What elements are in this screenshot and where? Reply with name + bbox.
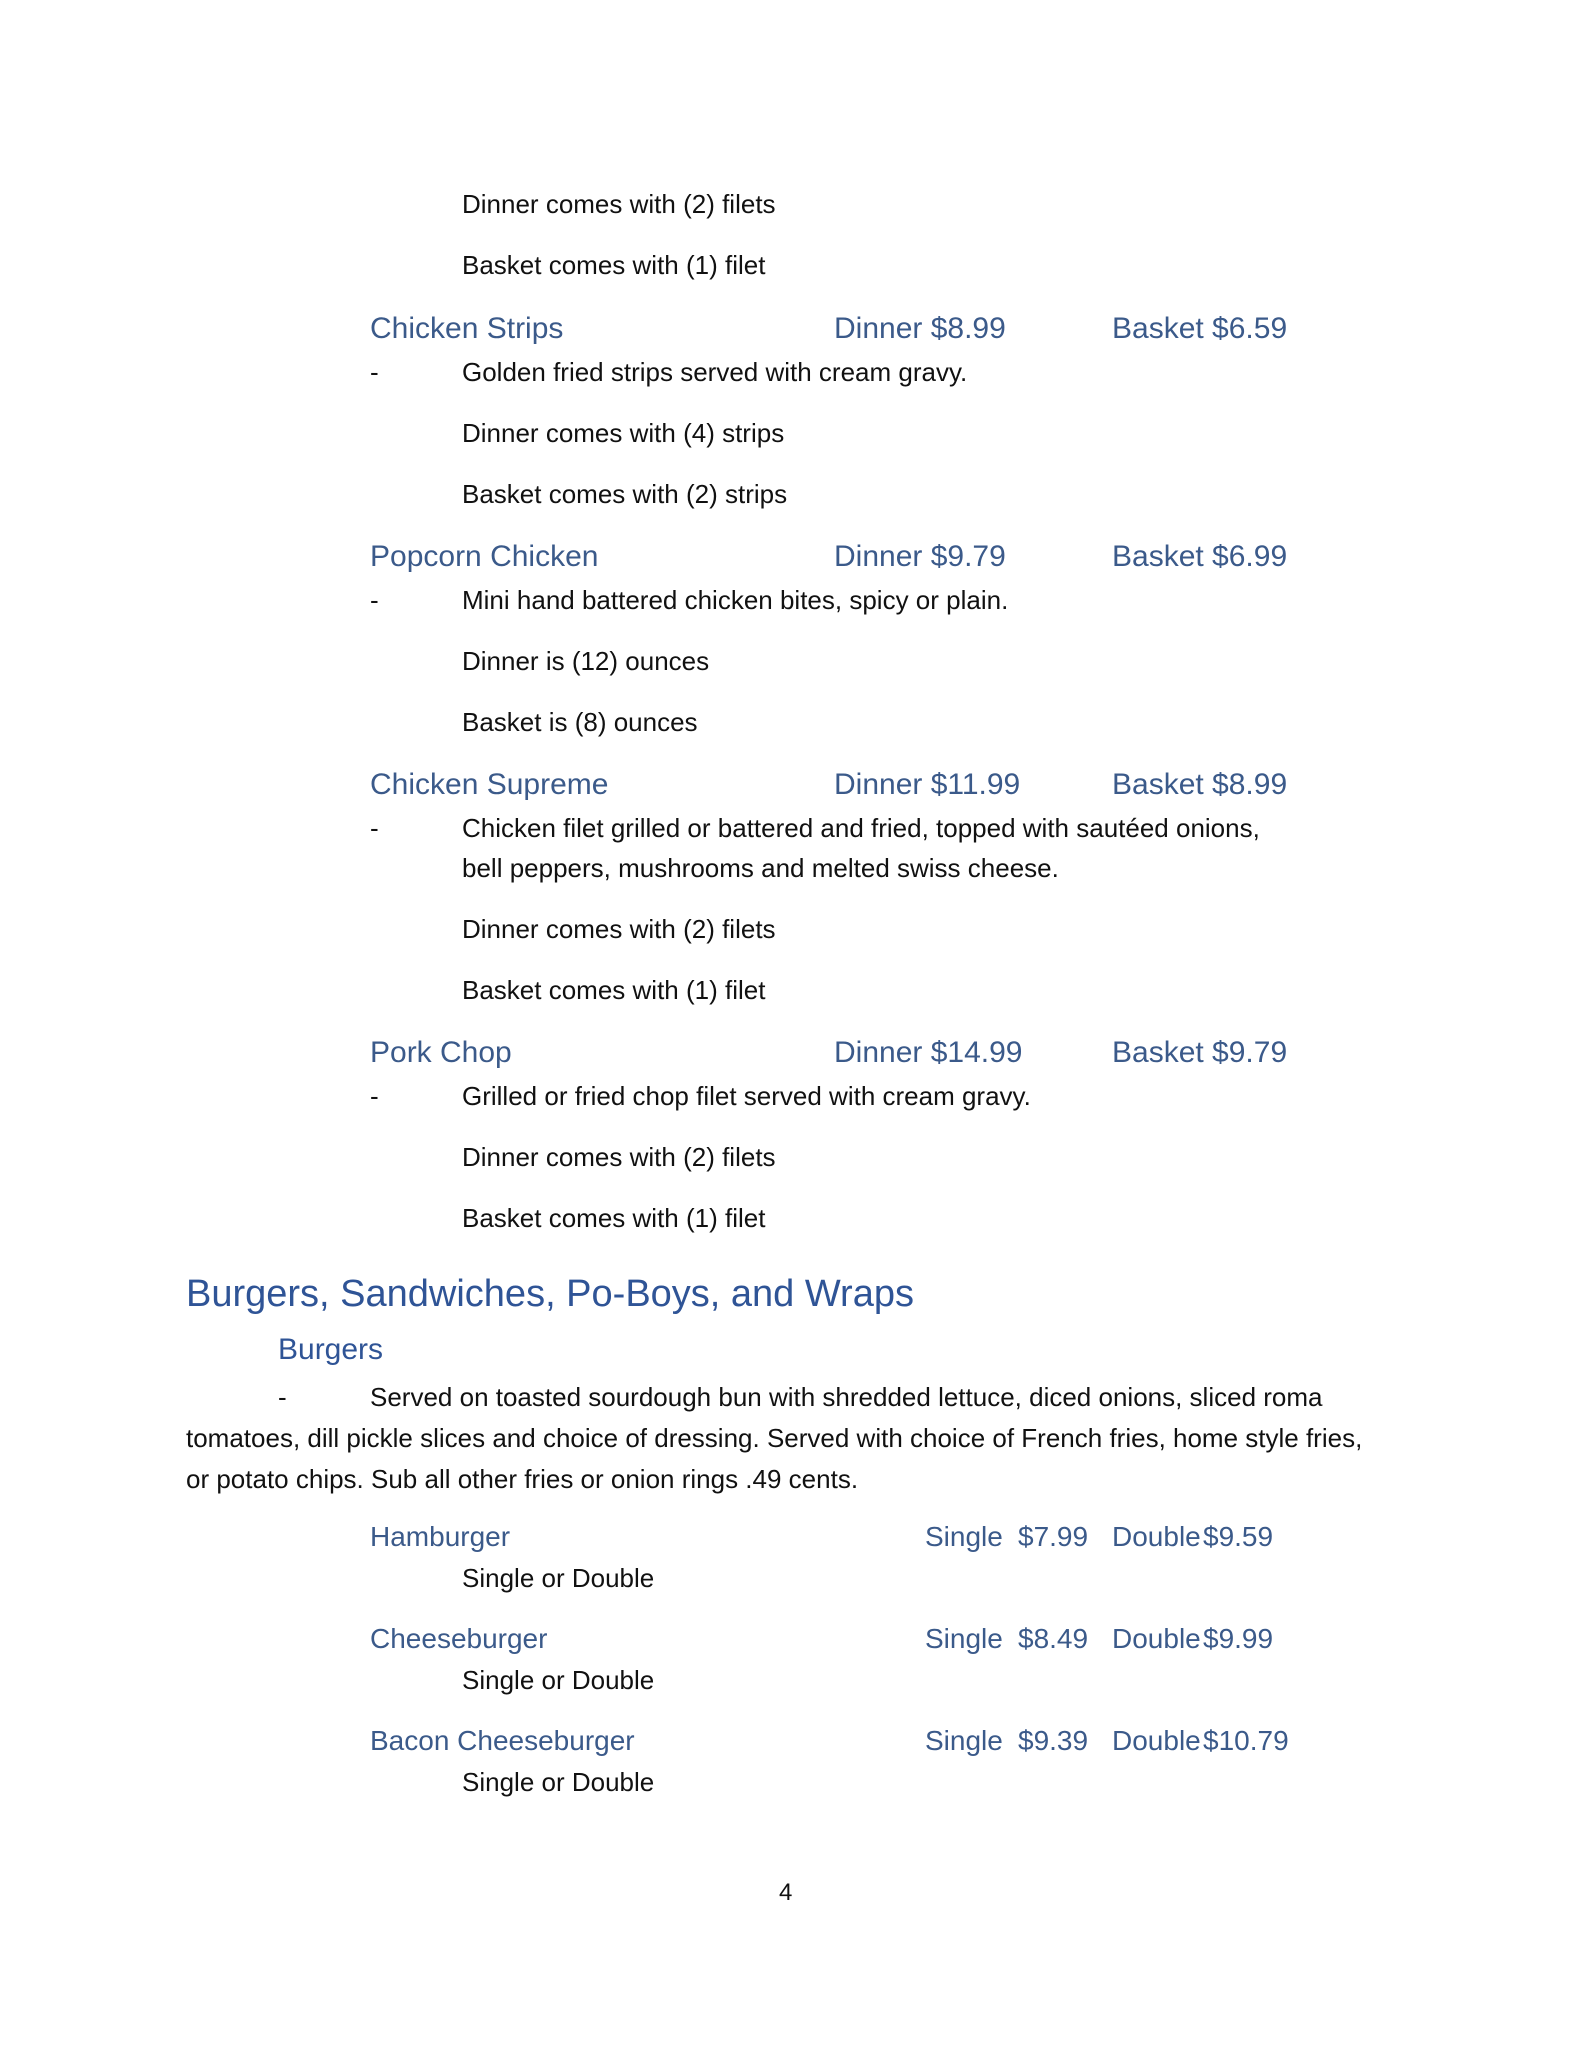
bullet-dash: - <box>370 813 379 843</box>
double-price: $9.59 <box>1203 1521 1274 1552</box>
double-price: $10.79 <box>1203 1725 1289 1756</box>
double-label: Double <box>1112 1623 1201 1654</box>
item-description: Grilled or fried chop filet served with cream gravy. <box>462 1081 1031 1111</box>
single-price: $7.99 <box>1018 1521 1089 1552</box>
item-description: Golden fried strips served with cream gravy. <box>462 357 968 387</box>
single-label: Single <box>925 1521 1003 1552</box>
section-title: Burgers, Sandwiches, Po-Boys, and Wraps <box>186 1273 914 1315</box>
note-dinner: Dinner comes with (2) filets <box>462 1142 776 1172</box>
basket-price: Basket $8.99 <box>1112 768 1288 801</box>
note-basket: Basket is (8) ounces <box>462 707 698 737</box>
burger-note: Single or Double <box>462 1767 655 1797</box>
burger-note: Single or Double <box>462 1563 655 1593</box>
note-dinner: Dinner comes with (4) strips <box>462 418 785 448</box>
burger-note: Single or Double <box>462 1665 655 1695</box>
bullet-dash: - <box>278 1382 287 1412</box>
dinner-price: Dinner $14.99 <box>834 1036 1023 1069</box>
item-description: Mini hand battered chicken bites, spicy or plain. <box>462 585 1009 615</box>
note-dinner: Dinner is (12) ounces <box>462 646 710 676</box>
dinner-price: Dinner $11.99 <box>834 768 1021 801</box>
burger-name: Hamburger <box>370 1521 511 1552</box>
double-label: Double <box>1112 1725 1201 1756</box>
item-description: Chicken filet grilled or battered and fried, topped with sautéed onions, <box>462 813 1260 843</box>
item-description: bell peppers, mushrooms and melted swiss cheese. <box>462 853 1059 883</box>
item-name: Pork Chop <box>370 1036 512 1069</box>
single-price: $9.39 <box>1018 1725 1089 1756</box>
burger-name: Cheeseburger <box>370 1623 548 1654</box>
bullet-dash: - <box>370 357 379 387</box>
single-label: Single <box>925 1725 1003 1756</box>
item-name: Popcorn Chicken <box>370 540 599 573</box>
double-label: Double <box>1112 1521 1201 1552</box>
section-subtitle: Burgers <box>278 1333 384 1366</box>
section-description <box>186 1377 1366 1500</box>
dinner-price: Dinner $9.79 <box>834 540 1006 573</box>
dinner-price: Dinner $8.99 <box>834 312 1006 345</box>
single-label: Single <box>925 1623 1003 1654</box>
note-dinner: Dinner comes with (2) filets <box>462 914 776 944</box>
item-name: Chicken Strips <box>370 312 564 345</box>
basket-price: Basket $6.99 <box>1112 540 1288 573</box>
note-dinner: Dinner comes with (2) filets <box>462 189 776 219</box>
note-basket: Basket comes with (1) filet <box>462 250 766 280</box>
bullet-dash: - <box>370 585 379 615</box>
double-price: $9.99 <box>1203 1623 1274 1654</box>
bullet-dash: - <box>370 1081 379 1111</box>
page-number: 4 <box>779 1879 793 1906</box>
basket-price: Basket $9.79 <box>1112 1036 1288 1069</box>
burger-name: Bacon Cheeseburger <box>370 1725 635 1756</box>
note-basket: Basket comes with (1) filet <box>462 975 766 1005</box>
note-basket: Basket comes with (2) strips <box>462 479 788 509</box>
single-price: $8.49 <box>1018 1623 1089 1654</box>
section-description-text: Served on toasted sourdough bun with shredded lettuce, diced onions, sliced roma tomatoes, dill pickle slices and choice of dressing. Served with choice of French fries, home style fries, or potato chips. Sub all other fries or onion rings .49 cents. <box>186 1382 1363 1494</box>
note-basket: Basket comes with (1) filet <box>462 1203 766 1233</box>
basket-price: Basket $6.59 <box>1112 312 1288 345</box>
item-name: Chicken Supreme <box>370 768 609 801</box>
